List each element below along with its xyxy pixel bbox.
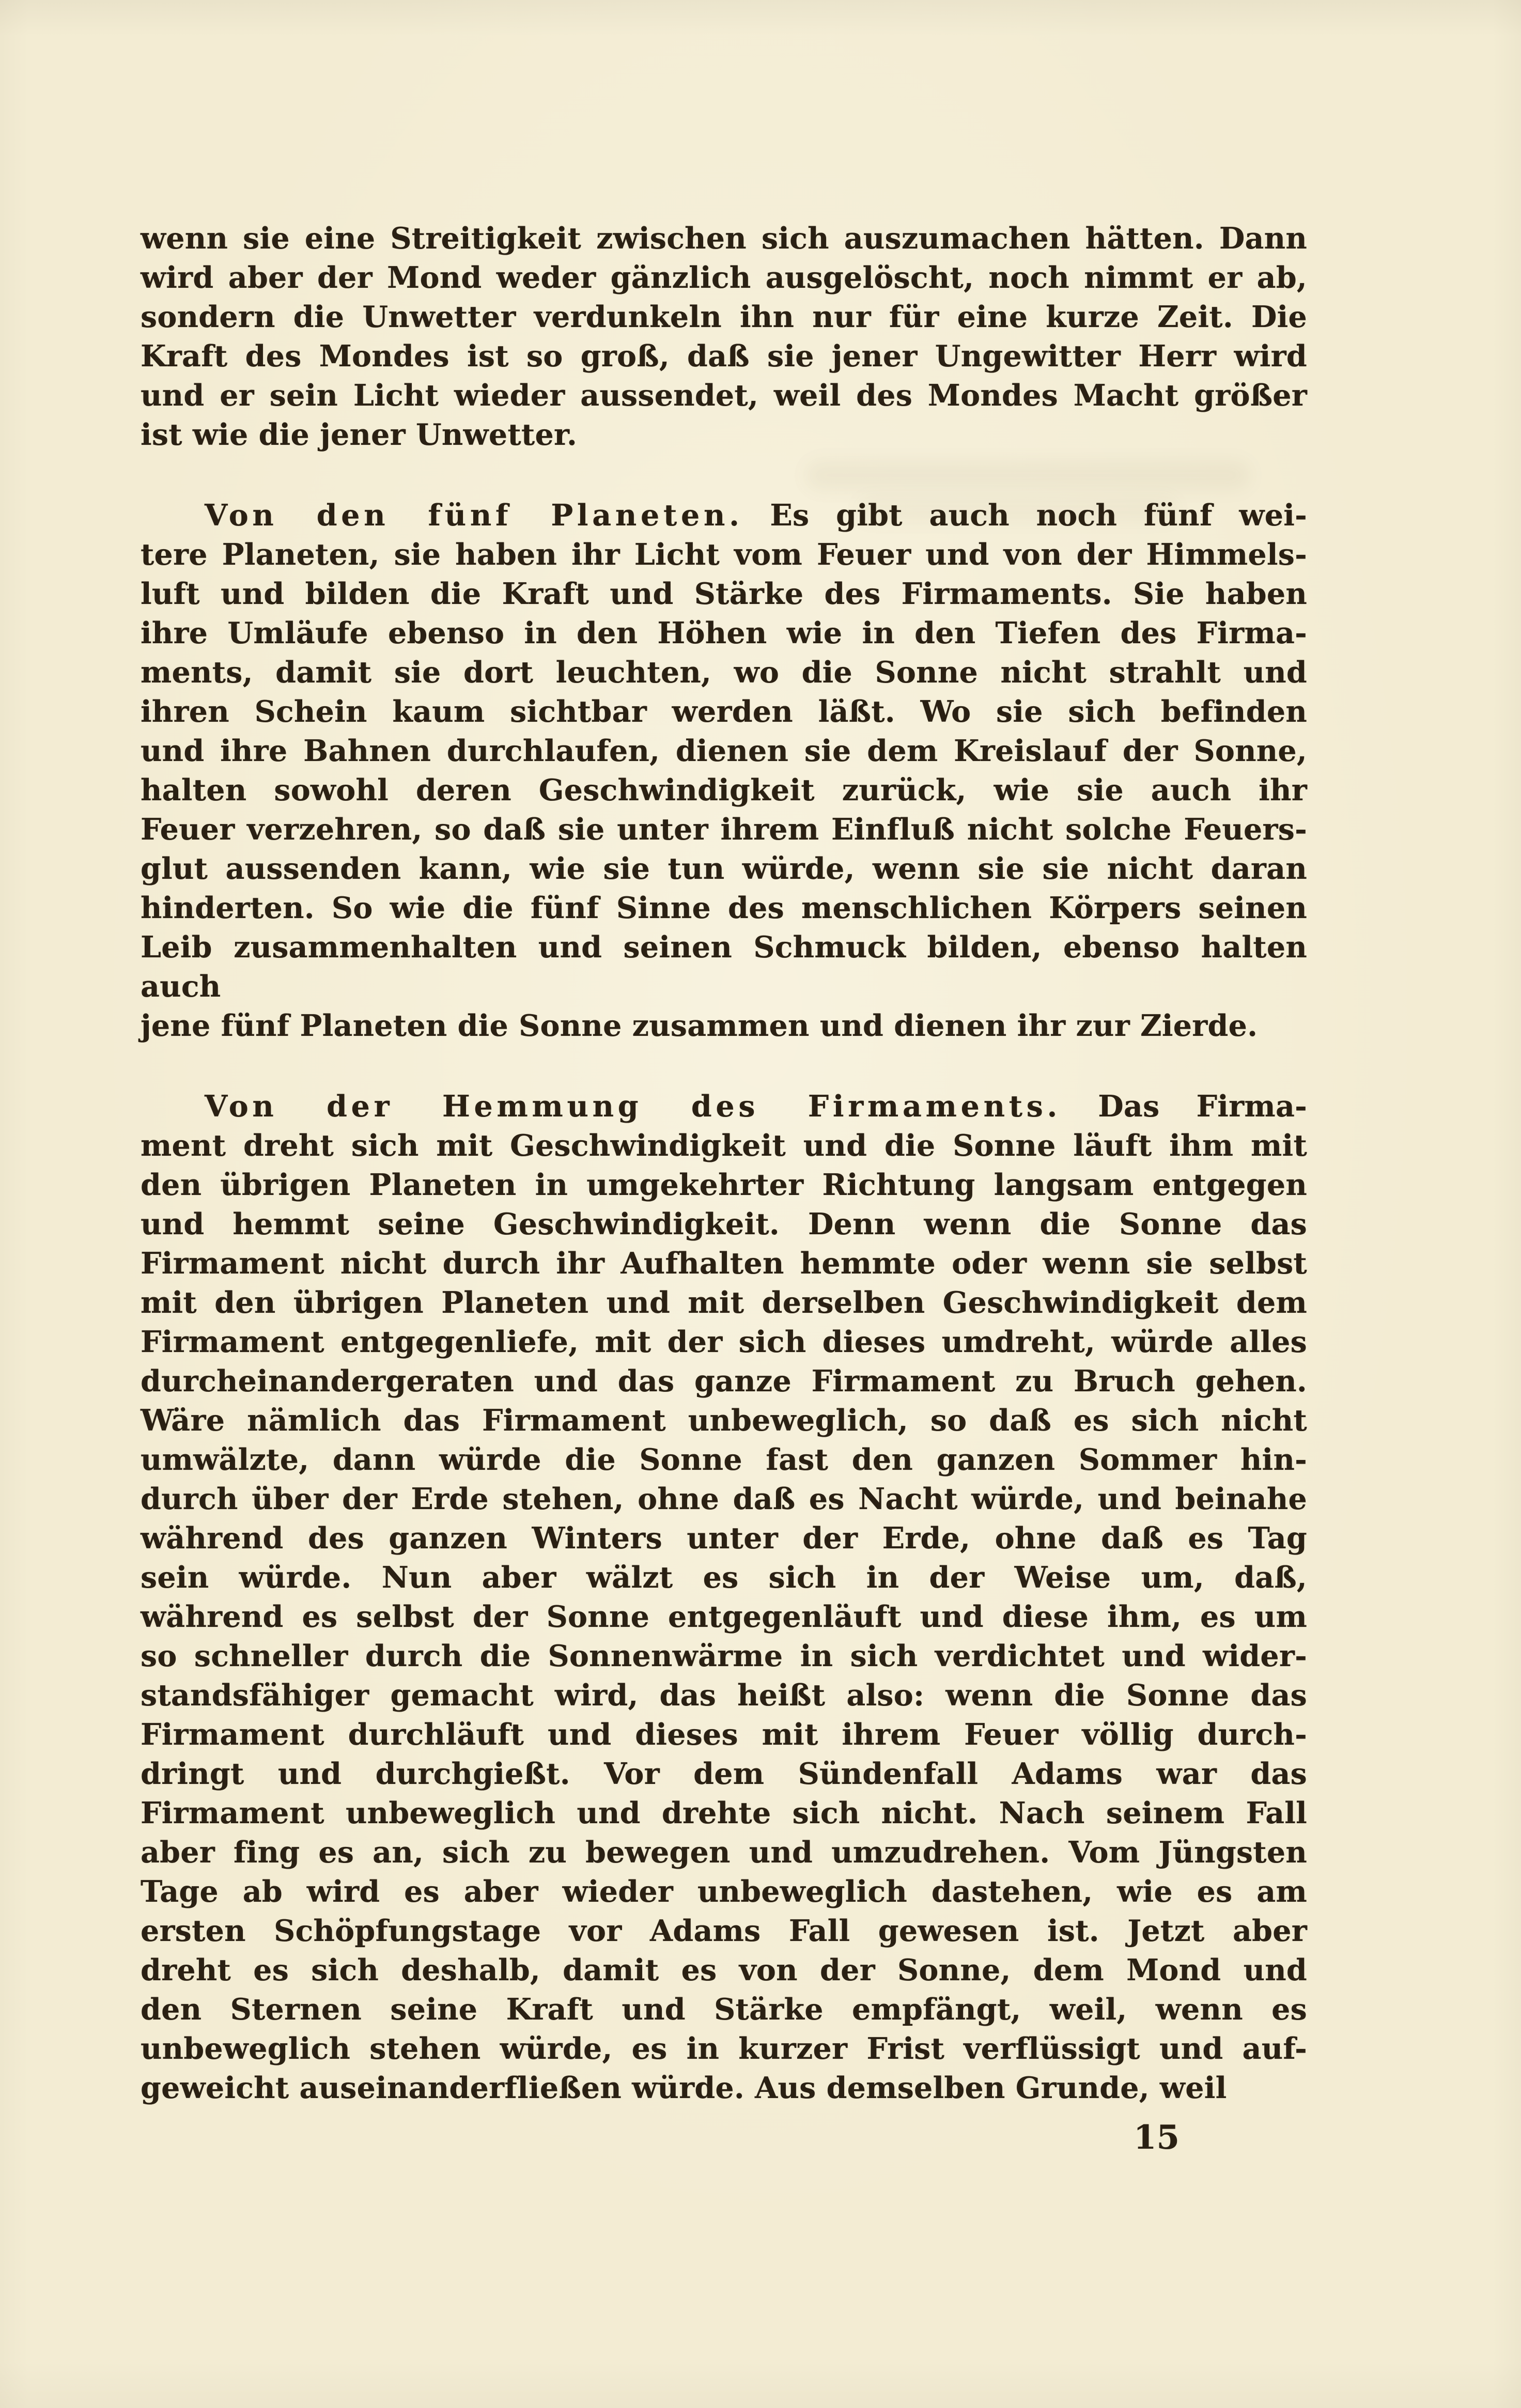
text-line: so schneller durch die Sonnenwärme in sich verdichtet und wider- xyxy=(141,1639,1307,1673)
text-line: luft und bilden die Kraft und Stärke des Firmaments. Sie haben xyxy=(141,577,1307,611)
text-line: glut aussenden kann, wie sie tun würde, wenn sie sie nicht daran xyxy=(141,851,1307,886)
text-line: Kraft des Mondes ist so groß, daß sie jener Ungewitter Herr wird xyxy=(141,339,1307,374)
text-line: Wäre nämlich das Firmament unbeweglich, so daß es sich nicht xyxy=(141,1403,1307,1438)
text-line: hinderten. So wie die fünf Sinne des menschlichen Körpers seinen xyxy=(141,891,1307,925)
text-line: Von den fünf Planeten. Es gibt auch noch fünf wei- xyxy=(205,498,1307,533)
text-line: unbeweglich stehen würde, es in kurzer Frist verflüssigt und auf- xyxy=(141,2031,1307,2066)
text-line: sondern die Unwetter verdunkeln ihn nur für eine kurze Zeit. Die xyxy=(141,300,1307,334)
text-line: halten sowohl deren Geschwindigkeit zurück, wie sie auch ihr xyxy=(141,773,1307,807)
text-line: ment dreht sich mit Geschwindigkeit und die Sonne läuft ihm mit xyxy=(141,1128,1307,1163)
text-line: ersten Schöpfungstage vor Adams Fall gewesen ist. Jetzt aber xyxy=(141,1914,1307,1948)
section-heading: Von den fünf Planeten. xyxy=(205,498,743,533)
text-line: aber fing es an, sich zu bewegen und umzudrehen. Vom Jüngsten xyxy=(141,1835,1307,1870)
text-line: ihre Umläufe ebenso in den Höhen wie in den Tiefen des Firma- xyxy=(141,616,1307,650)
text-line: Firmament nicht durch ihr Aufhalten hemmte oder wenn sie selbst xyxy=(141,1246,1307,1281)
text-line: den Sternen seine Kraft und Stärke empfängt, weil, wenn es xyxy=(141,1992,1307,2027)
text-line: durch über der Erde stehen, ohne daß es Nacht würde, und beinahe xyxy=(141,1482,1307,1516)
text-line: Feuer verzehren, so daß sie unter ihrem Einfluß nicht solche Feuers- xyxy=(141,812,1307,847)
text-line: geweicht auseinanderfließen würde. Aus demselben Grunde, weil xyxy=(141,2071,1227,2105)
text-line: Firmament entgegenliefe, mit der sich dieses umdreht, würde alles xyxy=(141,1325,1307,1359)
text-line: Firmament durchläuft und dieses mit ihrem Feuer völlig durch- xyxy=(141,1717,1307,1752)
paragraph xyxy=(141,219,1307,455)
text-line: den übrigen Planeten in umgekehrter Richtung langsam entgegen xyxy=(141,1168,1307,1202)
text-line: Firmament unbeweglich und drehte sich nicht. Nach seinem Fall xyxy=(141,1796,1307,1830)
text-line: Leib zusammenhalten und seinen Schmuck bilden, ebenso halten auch xyxy=(141,930,1307,1004)
text-line: wenn sie eine Streitigkeit zwischen sich auszumachen hätten. Dann xyxy=(141,221,1307,256)
text-line: mit den übrigen Planeten und mit derselben Geschwindigkeit dem xyxy=(141,1285,1307,1320)
page-number: 15 xyxy=(1134,2118,1180,2157)
text-line: tere Planeten, sie haben ihr Licht vom Feuer und von der Himmels- xyxy=(141,537,1307,572)
text-line: und hemmt seine Geschwindigkeit. Denn wenn die Sonne das xyxy=(141,1207,1307,1241)
text-line: dringt und durchgießt. Vor dem Sündenfall Adams war das xyxy=(141,1757,1307,1791)
paragraph xyxy=(141,1087,1307,2108)
text-line: umwälzte, dann würde die Sonne fast den ganzen Sommer hin- xyxy=(141,1442,1307,1477)
text-line: und ihre Bahnen durchlaufen, dienen sie dem Kreislauf der Sonne, xyxy=(141,734,1307,768)
text-line: ist wie die jener Unwetter. xyxy=(141,417,578,452)
text-line: durcheinandergeraten und das ganze Firmament zu Bruch gehen. xyxy=(141,1364,1307,1399)
text-line: sein würde. Nun aber wälzt es sich in der Weise um, daß, xyxy=(141,1560,1307,1595)
paragraph xyxy=(141,496,1307,1046)
text-line: Tage ab wird es aber wieder unbeweglich dastehen, wie es am xyxy=(141,1874,1307,1909)
text-block xyxy=(141,219,1307,2108)
text-line: während des ganzen Winters unter der Erde, ohne daß es Tag xyxy=(141,1521,1307,1556)
text-line: Von der Hemmung des Firmaments. Das Firma- xyxy=(205,1089,1307,1124)
text-line: jene fünf Planeten die Sonne zusammen und dienen ihr zur Zierde. xyxy=(141,1008,1258,1043)
text-line: wird aber der Mond weder gänzlich ausgelöscht, noch nimmt er ab, xyxy=(141,260,1307,295)
text-line: und er sein Licht wieder aussendet, weil des Mondes Macht größer xyxy=(141,378,1307,413)
text-line: standsfähiger gemacht wird, das heißt also: wenn die Sonne das xyxy=(141,1678,1307,1713)
text-line: ments, damit sie dort leuchten, wo die Sonne nicht strahlt und xyxy=(141,655,1307,690)
text-line: während es selbst der Sonne entgegenläuft und diese ihm, es um xyxy=(141,1599,1307,1634)
section-heading: Von der Hemmung des Firmaments. xyxy=(205,1089,1062,1124)
text-line: dreht es sich deshalb, damit es von der Sonne, dem Mond und xyxy=(141,1953,1307,1987)
text-line: ihren Schein kaum sichtbar werden läßt. Wo sie sich befinden xyxy=(141,694,1307,729)
